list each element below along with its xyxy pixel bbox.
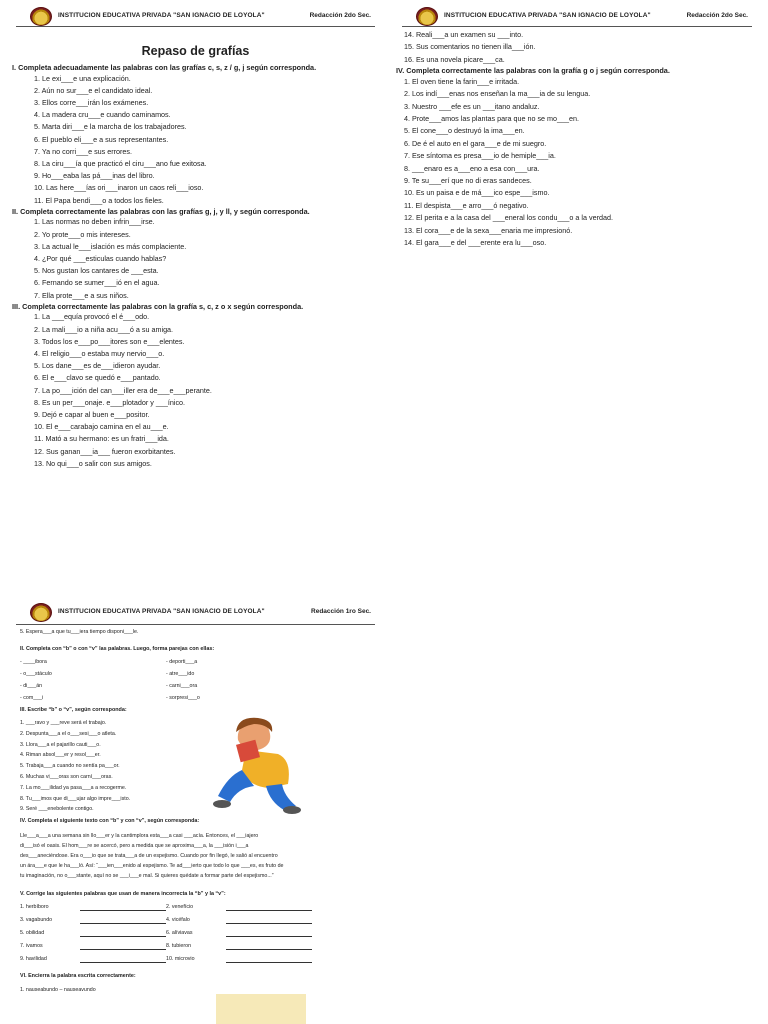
exercise-list bbox=[8, 216, 383, 301]
exercise-item: 4. Prote___amos las plantas para que no se mo___en. bbox=[404, 114, 580, 124]
exercise-item: 4. ¿Por qué ___esticulas cuando hablas? bbox=[34, 254, 167, 264]
exercise-item: 2. Los indí___enas nos enseñan la ma___ia de su lengua. bbox=[404, 89, 591, 99]
incorrect-word: 5. obilidad bbox=[20, 930, 45, 937]
answer-line[interactable] bbox=[226, 930, 312, 937]
section-heading: III. Completa correctamente las palabras con la grafía s, c, z o x según corresponda. bbox=[12, 301, 304, 311]
exercise-item: 7. Ya no corri___e sus errores. bbox=[34, 146, 133, 156]
exercise-list bbox=[394, 76, 760, 250]
exercise-item: 16. Es una novela picare___ca. bbox=[404, 54, 505, 64]
exercise-item: 11. El despista___e arro___ó negativo. bbox=[404, 200, 529, 210]
worksheet-page-3 bbox=[8, 598, 383, 1024]
paragraph-line: un ára___e que le ha___ló. Así: “___ien___enido al espejismo. Te ad___ierto que todo lo que ___es, es fruto de bbox=[20, 863, 284, 870]
exercise-item: 13. No qui___o salir con sus amigos. bbox=[34, 458, 152, 468]
section-heading: II. Completa correctamente las palabras con las grafías g, j, y ll, y según corresponda. bbox=[12, 206, 310, 216]
paragraph-line: des___aneciéndose. Era o___io que se trata___a de un espejismo. Cuando por fin llegó, le salió al encuentro bbox=[20, 853, 278, 860]
answer-line[interactable] bbox=[226, 917, 312, 924]
exercise-item: 3. Llora___a el pajarillo cauti___o. bbox=[20, 741, 101, 748]
exercise-item: 2. La mali___io a niña acu___ó a su amiga. bbox=[34, 324, 174, 334]
exercise-item: 10. Es un paisa e de má___ico espe___ismo. bbox=[404, 188, 550, 198]
answer-line[interactable] bbox=[80, 943, 166, 950]
exercise-item: 4. La madera cru___e cuando caminamos. bbox=[34, 110, 171, 120]
grade-label: Redacción 1ro Sec. bbox=[311, 608, 371, 615]
exercise-list bbox=[394, 29, 760, 66]
pairs-right-column bbox=[166, 659, 312, 707]
pairs-left-column bbox=[20, 659, 166, 707]
exercise-item: 7. Ella prote___e a sus niños. bbox=[34, 290, 129, 300]
incorrect-word: 6. alíviavas bbox=[166, 930, 193, 937]
answer-line[interactable] bbox=[80, 917, 166, 924]
exercise-item: 14. El gara___e del ___erente era lu___oso. bbox=[404, 238, 547, 248]
answer-line[interactable] bbox=[80, 930, 166, 937]
school-name: INSTITUCION EDUCATIVA PRIVADA "SAN IGNACIO DE LOYOLA" bbox=[444, 12, 651, 19]
exercise-item: 5. Trabaja___a cuando no sentía pa___or. bbox=[20, 763, 120, 770]
grade-label: Redacción 2do Sec. bbox=[309, 12, 371, 19]
exercise-item: 1. ___ravo y ___reve será el trabajo. bbox=[20, 720, 107, 726]
answer-line[interactable] bbox=[80, 956, 166, 963]
correction-grid bbox=[20, 904, 383, 963]
worksheet-page-1 bbox=[8, 4, 383, 549]
school-seal-icon bbox=[416, 7, 438, 26]
incorrect-word: 1. herbíboro bbox=[20, 904, 49, 911]
section-heading: II. Completa con “b” o con “v” las palabras. Luego, forma parejas con ellas: bbox=[20, 646, 215, 652]
exercise-item: 14. Reali___a un examen su ___into. bbox=[404, 30, 524, 39]
school-seal-icon bbox=[30, 603, 52, 622]
exercise-item: 13. El cora___e de la sexa___enaria me impresionó. bbox=[404, 225, 573, 235]
exercise-item: - ____ibora bbox=[20, 659, 47, 665]
exercise-item: 6. Muchas vi___oras son carní___oras. bbox=[20, 773, 113, 780]
exercise-item: 5. Nos gustan los cantares de ___esta. bbox=[34, 266, 159, 276]
exercise-item: 11. El Papa bendi___o a todos los fieles. bbox=[34, 195, 164, 205]
answer-line[interactable] bbox=[80, 904, 166, 911]
grade-label: Redacción 2do Sec. bbox=[686, 12, 748, 19]
exercise-item: 8. Es un per___onaje. e___plotador y ___ínico. bbox=[34, 397, 186, 407]
exercise-item: 12. El perita e a la casa del ___eneral los condu___o a la verdad. bbox=[404, 213, 613, 223]
exercise-item: 9. Ho___eaba las pá___inas del libro. bbox=[34, 171, 155, 181]
incorrect-word: 7. ivamos bbox=[20, 943, 43, 950]
pairs-grid bbox=[20, 659, 383, 707]
exercise-item: 8. Tu___imos que di___ujar algo impre___isto. bbox=[20, 795, 131, 802]
exercise-list bbox=[8, 720, 383, 812]
paragraph-line: di___isó el oasis. El hom___re se acercó, pero a medida que se aproxima___a, la ___isión i___a bbox=[20, 843, 249, 850]
exercise-item: 1. Las normas no deben infrin___irse. bbox=[34, 217, 155, 227]
school-seal-icon bbox=[30, 7, 52, 26]
exercise-item: 6. El e___clavo se quedó e___pantado. bbox=[34, 373, 161, 383]
exercise-item: 1. Le exi___e una explicación. bbox=[34, 73, 131, 83]
reading-boy-illustration bbox=[208, 710, 308, 820]
exercise-list bbox=[8, 73, 383, 207]
exercise-item: 4. Riman absol___er y resol___er. bbox=[20, 752, 101, 759]
exercise-item: 12. Sus ganan___ia___ fueron exorbitantes. bbox=[34, 446, 176, 456]
cartoon-illustration bbox=[216, 994, 306, 1024]
section-heading: IV. Completa correctamente las palabras con la grafía g o j según corresponda. bbox=[396, 66, 670, 76]
incorrect-word: 3. vagabundo bbox=[20, 917, 53, 924]
exercise-item: 3. Ellos corre___irán los exámenes. bbox=[34, 98, 149, 107]
incorrect-word: 2. venefício bbox=[166, 904, 194, 911]
exercise-item: - o___stáculo bbox=[20, 671, 52, 677]
page-header bbox=[16, 598, 375, 625]
school-name: INSTITUCION EDUCATIVA PRIVADA "SAN IGNACIO DE LOYOLA" bbox=[58, 12, 265, 19]
school-name: INSTITUCION EDUCATIVA PRIVADA "SAN IGNACIO DE LOYOLA" bbox=[58, 608, 265, 615]
exercise-item: 5. Marta diri___e la marcha de los trabajadores. bbox=[34, 122, 187, 132]
exercise-item: 15. Sus comentarios no tienen illa___ión. bbox=[404, 42, 536, 52]
exercise-item: 9. Seré ___enebolente contigo. bbox=[20, 806, 94, 813]
exercise-item: - carni___ora bbox=[166, 683, 198, 689]
incorrect-word: 10. microvio bbox=[166, 956, 195, 963]
exercise-item: 11. Mató a su hermano: es un fratri___ida. bbox=[34, 434, 169, 444]
page-header bbox=[402, 4, 752, 27]
worksheet-page-2 bbox=[394, 4, 760, 332]
exercise-item: 5. El cone___o destruyó la ima___en. bbox=[404, 126, 525, 136]
answer-line[interactable] bbox=[226, 956, 312, 963]
text-paragraph bbox=[8, 831, 383, 881]
exercise-item: 9. Te su___erí que no di eras sandeces. bbox=[404, 176, 532, 186]
section-heading: I. Completa adecuadamente las palabras con las grafías c, s, z / g, j según corresponda. bbox=[12, 63, 317, 72]
paragraph-line: tu imaginación, no o___stante, aquí no se ___i___e mal. Si quieres quédate a formar parte del espejismo...” bbox=[20, 873, 274, 880]
answer-line[interactable] bbox=[226, 904, 312, 911]
exercise-item: 3. La actual le___islación es más complaciente. bbox=[34, 241, 187, 251]
exercise-item: 7. Ese síntoma es presa___io de hemiple___ia. bbox=[404, 151, 556, 161]
exercise-line: 5. Espera___a que tu___iera tiempo disponi___le. bbox=[20, 629, 139, 635]
exercise-item: 8. ___enaro es a___eno a esa con___ura. bbox=[404, 163, 540, 173]
exercise-item: 4. El religio___o estaba muy nervio___o. bbox=[34, 349, 165, 359]
section-heading: III. Escribe “b” o “v”, según corresponda: bbox=[20, 707, 127, 713]
exercise-item: 3. Todos los e___po___itores son e___elentes. bbox=[34, 336, 185, 346]
exercise-item: 2. Yo prote___o mis intereses. bbox=[34, 229, 131, 239]
answer-line[interactable] bbox=[226, 943, 312, 950]
exercise-item: - com___i bbox=[20, 695, 44, 701]
exercise-line: 1. nauseabundo – nauseavundo bbox=[20, 987, 96, 994]
section-heading: VI. Encierra la palabra escrita correctamente: bbox=[20, 973, 136, 980]
paragraph-line: Lle___a___a una semana sin llo___er y la cantimplora esta___a casi ___acía. Entonces, el ___iajero bbox=[20, 833, 259, 840]
exercise-item: 6. Fernando se sumer___ió en el agua. bbox=[34, 278, 160, 288]
exercise-item: 8. La ciru___ía que practicó el ciru___ano fue exitosa. bbox=[34, 159, 207, 169]
exercise-item: 1. El oven tiene la farin___e irritada. bbox=[404, 76, 520, 86]
exercise-item: 10. Las here___ías ori___inaron un caos reli___ioso. bbox=[34, 183, 204, 193]
page-title: Repaso de grafías bbox=[141, 44, 250, 58]
incorrect-word: 9. havilidad bbox=[20, 956, 47, 963]
incorrect-word: 4. vicéfalo bbox=[166, 917, 190, 924]
exercise-item: 5. Los dane___es de___idieron ayudar. bbox=[34, 361, 161, 371]
exercise-item: 7. La po___ición del can___iller era de___e___perante. bbox=[34, 385, 212, 395]
exercise-item: 1. La ___equía provocó el é___odo. bbox=[34, 312, 150, 322]
exercise-item: 7. La mo___ilidad ya pasa___a a recogerme. bbox=[20, 784, 127, 791]
page-header bbox=[16, 4, 375, 27]
exercise-list bbox=[8, 311, 383, 470]
exercise-item: 9. Dejó e capar al buen e___positor. bbox=[34, 410, 150, 420]
exercise-item: 6. El pueblo eli___e a sus representantes. bbox=[34, 134, 169, 144]
exercise-item: - atre___ido bbox=[166, 671, 195, 677]
exercise-item: 10. El e___carabajo camina en el au___e. bbox=[34, 422, 169, 432]
exercise-item: 6. De é el auto en el gara___e de mi suegro. bbox=[404, 138, 547, 148]
exercise-item: - di___án bbox=[20, 683, 43, 689]
exercise-item: 2. Aún no sur___e el candidato ideal. bbox=[34, 85, 153, 95]
exercise-item: 2. Despunta___a el o___sesi___o atleta. bbox=[20, 730, 117, 737]
section-heading: IV. Completa el siguiente texto con “b” y con “v”, según corresponda: bbox=[20, 818, 200, 825]
section-heading: V. Corrige las siguientes palabras que usan de manera incorrecta la “b” y la “v”: bbox=[20, 891, 226, 898]
exercise-item: - deporti___a bbox=[166, 659, 198, 665]
exercise-item: 3. Nuestro ___efe es un ___itano andaluz. bbox=[404, 101, 540, 111]
exercise-item: - sorpresi___o bbox=[166, 695, 200, 701]
incorrect-word: 8. tubieron bbox=[166, 943, 192, 950]
